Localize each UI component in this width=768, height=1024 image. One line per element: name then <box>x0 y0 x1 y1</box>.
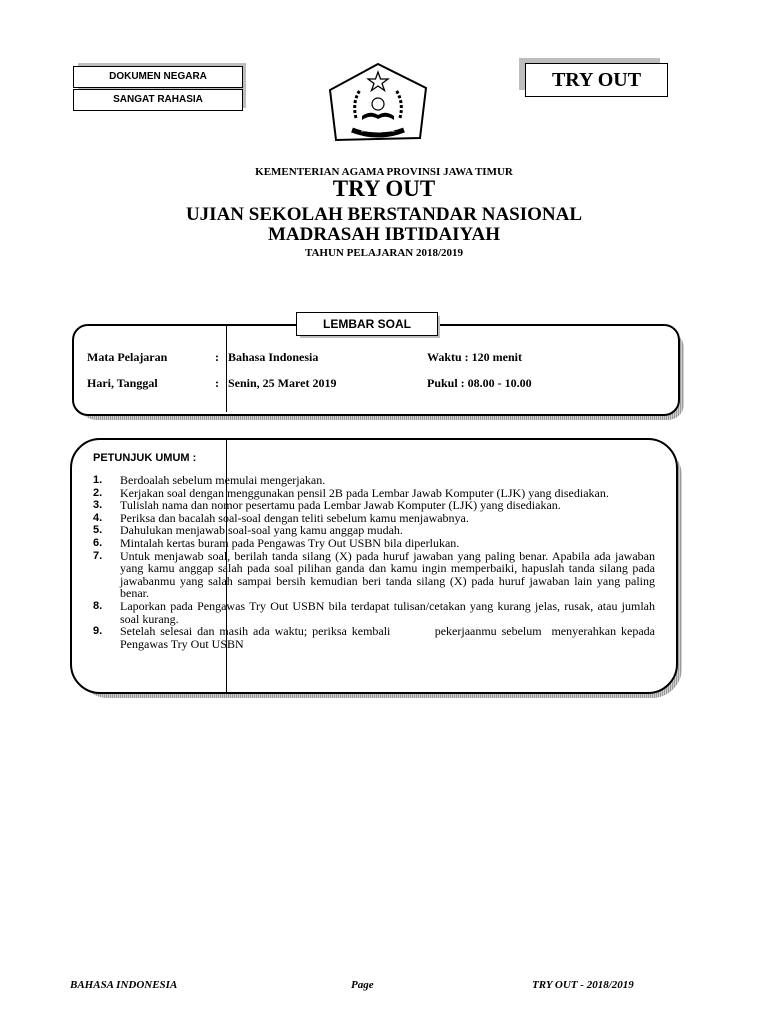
subject-colon: : <box>215 350 219 364</box>
page-title: TRY OUT <box>332 176 436 201</box>
item-number: 2. <box>93 486 103 499</box>
item-number: 3. <box>93 499 103 512</box>
date-value: Senin, 25 Maret 2019 <box>228 376 337 390</box>
item-text: Tulislah nama dan nomor pesertamu pada Lembar Jawab Komputer (LJK) yang disediakan. <box>120 498 561 513</box>
subject-value: Bahasa Indonesia <box>228 350 319 364</box>
ministry-logo-icon <box>324 60 432 152</box>
subject-label: Mata Pelajaran <box>87 350 168 364</box>
instructions-title: PETUNJUK UMUM : <box>93 452 197 464</box>
item-number: 5. <box>93 524 103 537</box>
divider-line <box>226 324 227 412</box>
item-text: Setelah selesai dan masih ada waktu; periksa kembali pekerjaanmu sebelum menyerahkan kepada Pengawas Try Out USBN <box>120 624 658 651</box>
ministry-heading: KEMENTERIAN AGAMA PROVINSI JAWA TIMUR <box>255 166 513 178</box>
secrecy-stamp: SANGAT RAHASIA <box>73 89 243 111</box>
clock-label: Pukul : 08.00 - 10.00 <box>427 376 532 390</box>
logo-caption: IKHLAS BERAMAL <box>360 128 396 133</box>
instructions-list <box>93 473 658 651</box>
exam-heading: UJIAN SEKOLAH BERSTANDAR NASIONAL <box>185 204 583 225</box>
list-item <box>93 624 658 651</box>
item-number: 9. <box>93 625 103 638</box>
item-text: Untuk menjawab soal, berilah tanda silang (X) pada huruf jawaban yang paling benar. Apabila ada jawaban yang kamu anggap salah pada soal pilihan ganda dan kamu ingin memperbaiki, hapuslah tanda silang pada jawabanmu yang salah sampai bersih kemudian beri tanda silang (X) pada huruf jawaban lain yang paling benar. <box>120 548 655 601</box>
item-number: 1. <box>93 474 103 486</box>
item-text: Mintalah kertas buram pada Pengawas Try Out USBN bila diperlukan. <box>120 535 460 550</box>
item-text: Periksa dan bacalah soal-soal dengan teliti sebelum kamu menjawabnya. <box>120 510 469 525</box>
date-label: Hari, Tanggal <box>87 376 158 390</box>
item-number: 7. <box>93 549 103 562</box>
list-item <box>93 550 655 600</box>
item-number: 8. <box>93 599 103 612</box>
time-label: Waktu : 120 menit <box>427 350 523 364</box>
sheet-label: LEMBAR SOAL <box>296 312 438 336</box>
item-text: Laporkan pada Pengawas Try Out USBN bila terdapat tulisan/cetakan yang kurang jelas, rusak, atau jumlah soal kurang. <box>120 598 655 626</box>
classification-stamp: DOKUMEN NEGARA <box>73 66 243 88</box>
list-item <box>93 600 655 625</box>
item-text: Dahulukan menjawab soal-soal yang kamu anggap mudah. <box>120 523 403 538</box>
footer-subject: BAHASA INDONESIA <box>70 979 178 991</box>
footer-title: TRY OUT - 2018/2019 <box>532 979 634 991</box>
date-colon: : <box>215 376 219 390</box>
year-heading: TAHUN PELAJARAN 2018/2019 <box>304 247 464 259</box>
item-number: 6. <box>93 536 103 549</box>
item-number: 4. <box>93 511 103 524</box>
try-out-badge: TRY OUT <box>525 63 668 97</box>
item-text: Berdoalah sebelum memulai mengerjakan. <box>120 473 326 487</box>
footer-page: Page <box>351 979 374 991</box>
item-text: Kerjakan soal dengan menggunakan pensil 2B pada Lembar Jawab Komputer (LJK) yang disediakan. <box>120 485 609 500</box>
school-heading: MADRASAH IBTIDAIYAH <box>267 224 501 245</box>
